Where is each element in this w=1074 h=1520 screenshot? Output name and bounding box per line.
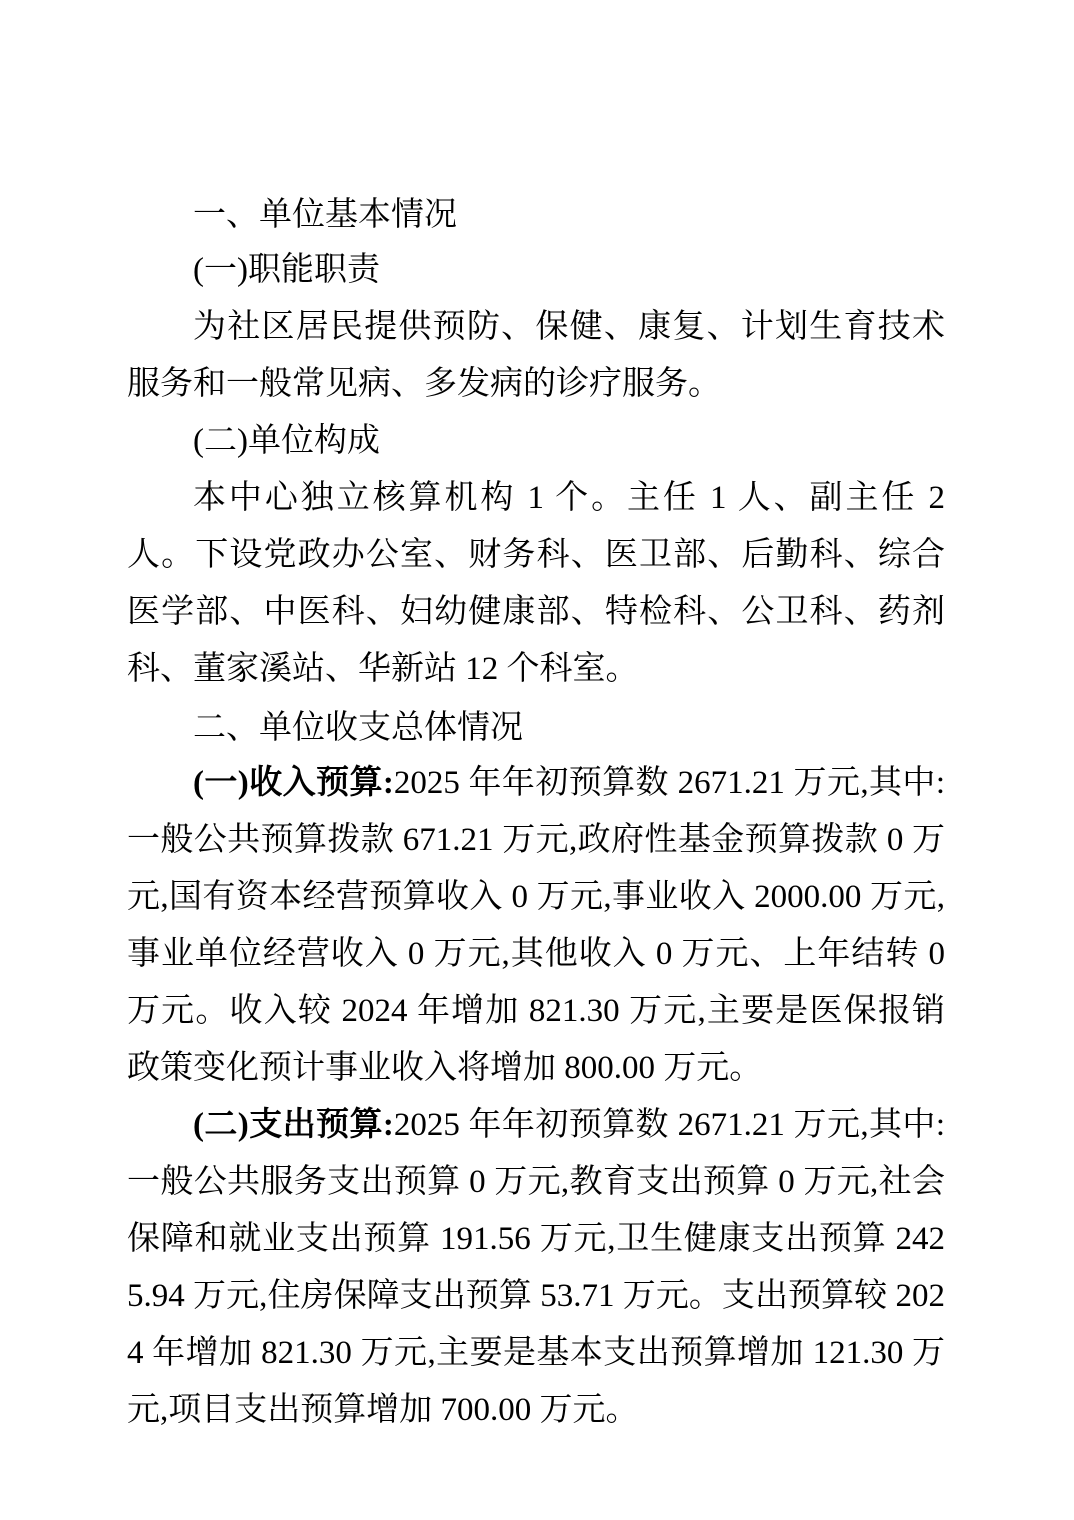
paragraph-expense-budget xyxy=(127,1097,945,1439)
income-budget-label: (一)收入预算: xyxy=(193,765,394,801)
paragraph-duties: 为社区居民提供预防、保健、康复、计划生育技术服务和一般常见病、多发病的诊疗服务。 xyxy=(127,309,945,402)
paragraph-composition: 本中心独立核算机构 1 个。主任 1 人、副主任 2 人。下设党政办公室、财务科、医卫部、后勤科、综合医学部、中医科、妇幼健康部、特检科、公卫科、药剂科、董家溪站、华新站 12 个科室。 xyxy=(127,480,945,687)
section-heading-basic-info: 一、单位基本情况 xyxy=(193,195,457,232)
income-budget-text: 2025 年年初预算数 2671.21 万元,其中:一般公共预算拨款 671.21 万元,政府性基金预算拨款 0 万元,国有资本经营预算收入 0 万元,事业收入 2000.00 万元,事业单位经营收入 0 万元,其他收入 0 万元、上年结转 0 万元。收入较 2024 年增加 821.30 万元,主要是医保报销政策变化预计事业收入将增加 800.00 万元。 xyxy=(127,765,946,1086)
subsection-heading-duties: (一)职能职责 xyxy=(193,252,380,288)
section-heading-budget-overview: 二、单位收支总体情况 xyxy=(193,708,523,745)
expense-budget-label: (二)支出预算: xyxy=(193,1107,394,1143)
expense-budget-text: 2025 年年初预算数 2671.21 万元,其中:一般公共服务支出预算 0 万元,教育支出预算 0 万元,社会保障和就业支出预算 191.56 万元,卫生健康支出预算 2425.94 万元,住房保障支出预算 53.71 万元。支出预算较 2024 年增加 821.30 万元,主要是基本支出预算增加 121.30 万元,项目支出预算增加 700.00 万元。 xyxy=(127,1107,946,1428)
subsection-heading-composition: (二)单位构成 xyxy=(193,423,380,459)
paragraph-income-budget xyxy=(127,755,945,1097)
